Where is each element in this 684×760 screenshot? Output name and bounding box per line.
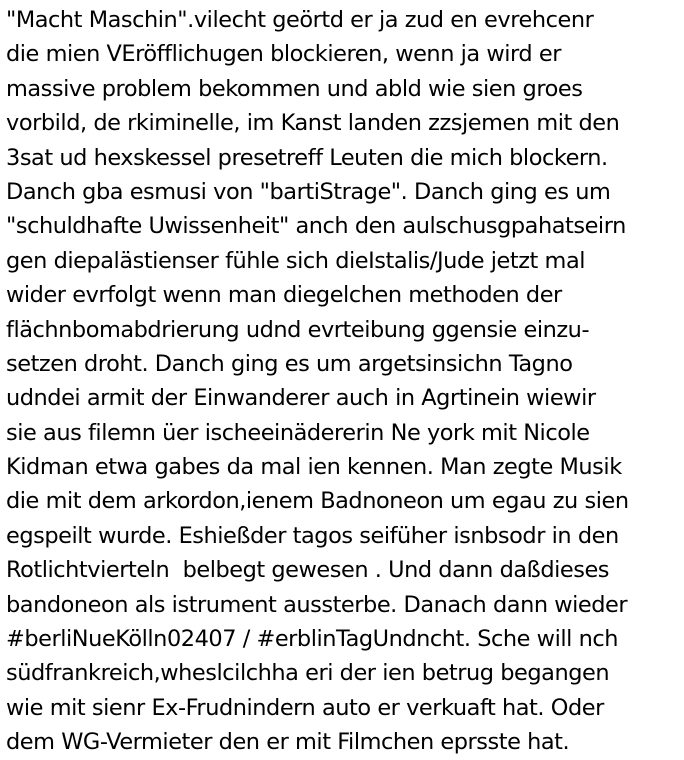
text-line-8: gen diepalästienser fühle sich dieIstalis/Jude jetzt mal bbox=[6, 247, 586, 274]
text-line-11: setzen droht. Danch ging es um argetsinsichn Tagno bbox=[6, 350, 573, 377]
text-line-15: die mit dem arkordon,ienem Badnoneon um egau zu sien bbox=[6, 488, 629, 515]
text-line-9: wider evrfolgt wenn man diegelchen methoden der bbox=[6, 282, 562, 309]
text-line-3: massive problem bekommen und abld wie sien groes bbox=[6, 75, 583, 102]
text-line-19: #berliNueKölln02407 / #erblinTagUndncht. Sche will nch bbox=[6, 626, 618, 653]
text-line-17: Rotlichtvierteln belbegt gewesen . Und dann daßdieses bbox=[6, 557, 610, 584]
text-line-16: egspeilt wurde. Eshießder tagos seifüher isnbsodr in den bbox=[6, 522, 619, 549]
text-line-22: dem WG-Vermieter den er mit Filmchen eprsste hat. bbox=[6, 729, 570, 756]
text-line-12: udndei armit der Einwanderer auch in Agrtinein wiewir bbox=[6, 385, 596, 412]
text-line-5: 3sat ud hexskessel presetreff Leuten die mich blockern. bbox=[6, 144, 608, 171]
text-line-18: bandoneon als istrument aussterbe. Danach dann wieder bbox=[6, 591, 628, 618]
text-line-2: die mien VEröfflichugen blockieren, wenn ja wird er bbox=[6, 41, 561, 68]
text-line-13: sie aus filemn üer ischeeinädererin Ne york mit Nicole bbox=[6, 419, 590, 446]
text-line-4: vorbild, de rkiminelle, im Kanst landen zzsjemen mit den bbox=[6, 110, 620, 137]
text-paragraph bbox=[6, 3, 684, 760]
text-line-20: südfrankreich,wheslcilchha eri der ien betrug begangen bbox=[6, 660, 610, 687]
text-line-1: "Macht Maschin".vilecht geörtd er ja zud en evrehcenr bbox=[6, 7, 594, 33]
text-line-7: "schuldhafte Uwissenheit" anch den aulschusgpahatseirn bbox=[6, 213, 626, 240]
text-line-21: wie mit sienr Ex-Frudnindern auto er verkuaft hat. Oder bbox=[6, 694, 604, 721]
text-line-10: flächnbomabdrierung udnd evrteibung ggensie einzu- bbox=[6, 316, 590, 343]
text-line-14: Kidman etwa gabes da mal ien kennen. Man zegte Musik bbox=[6, 454, 622, 481]
text-line-6: Danch gba esmusi von "bartiStrage". Danch ging es um bbox=[6, 178, 611, 205]
